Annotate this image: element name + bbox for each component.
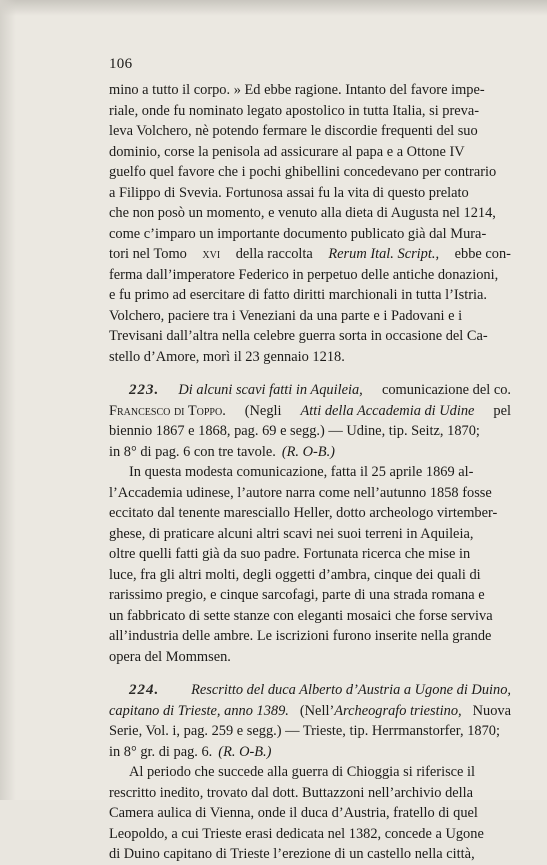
reviewer-initials: (R. O-B.) [281,443,335,460]
entry-number: 224. [129,682,160,698]
text-line: guelfo quel favore che i pochi ghibellini concedevano per contrario [109,164,497,180]
reviewer-initials: (R. O-B.) [218,743,272,760]
entry-number: 223. [129,382,160,398]
text-line: Volchero, paciere tra i Veneziani da una parte e i Padovani e i [109,307,463,324]
text-line: come c’imparo un importante documento publicato già dal Mura- [109,225,487,242]
page-shadow-top [0,0,547,16]
entry-heading-line: in 8° di pag. 6 con tre tavole. (R. O-B.) [109,442,511,463]
entry-journal: Atti della Accademia di Udine [300,402,475,419]
text-line: opera del Mommsen. [109,648,231,665]
text-line: riale, onde fu nominato legato apostolico in tutta Italia, si preva- [109,102,480,119]
text-line: Leopoldo, a cui Trieste erasi dedicata nel 1382, concede a Ugone [109,825,484,842]
text-line: a Filippo di Svevia. Fortunosa assai fu la vita di questo prelato [109,184,469,201]
entry-heading-line: biennio 1867 e 1868, pag. 69 e segg.) — Udine, tip. Seitz, 1870; [109,423,480,439]
entry-author: Francesco di Toppo. [109,402,226,419]
page-shadow-left [0,0,16,800]
text-line: un fabbricato di sette stanze con eleganti mosaici che forse serviva [109,607,493,624]
entry-journal: Archeografo triestino, [334,702,462,719]
text-line: rarissimo pregio, e cinque sarcofagi, parte di una strada romana e [109,587,485,603]
entry-224 [109,680,511,865]
text-column [109,80,511,865]
text-line: ghese, di praticare alcuni altri scavi nei suoi terreni in Aquileia, [109,525,474,542]
paragraph-volchero [109,80,511,367]
entry-title: Di alcuni scavi fatti in Aquileia, [178,382,363,398]
text-line: l’Accademia udinese, l’autore narra come nell’autunno 1858 fosse [109,484,492,501]
text-line: eccitato dal tenente maresciallo Heller, dotto archeologo virtember- [109,505,498,521]
text-line: dominio, corse la penisola ad assicurare al papa e a Ottone IV [109,143,465,160]
text-line: mino a tutto il corpo. » Ed ebbe ragione. Intanto del favore impe- [109,82,485,98]
text-line: luce, fra gli altri molti, degli oggetti d’ambra, cinque dei quali di [109,566,481,583]
entry-heading-line: 223. Di alcuni scavi fatti in Aquileia, comunicazione del co. [109,380,511,401]
page-number: 106 [109,56,133,72]
text-line: Trevisani dall’altra nella celebre guerra sorta in occasione del Ca- [109,328,488,344]
text-line: Al periodo che succede alla guerra di Chioggia si riferisce il [129,764,476,780]
text-line: di Duino capitano di Trieste l’erezione di un castello nella città, [109,846,475,862]
text-line: ferma dall’imperatore Federico in perpetuo delle antiche donazioni, [109,266,499,283]
entry-223 [109,380,511,667]
text-line: In questa modesta comunicazione, fatta il 25 aprile 1869 al- [129,464,474,480]
entry-heading-line [109,680,511,701]
text-line: leva Volchero, nè potendo fermare le discordie frequenti del suo [109,123,478,139]
entry-heading-line: Francesco di Toppo. (Negli Atti della Accademia di Udine pel [109,401,511,422]
text-line: Camera aulica di Vienna, onde il duca d’Austria, fratello di quel [109,805,478,821]
entry-heading-line: Serie, Vol. i, pag. 259 e segg.) — Trieste, tip. Herrmanstorfer, 1870; [109,723,500,739]
text-line: all’industria delle ambre. Le iscrizioni furono inserite nella grande [109,628,492,644]
text-line: stello d’Amore, morì il 23 gennaio 1218. [109,348,345,365]
text-line: oltre quelli fatti già da suo padre. Fortunata ricerca che mise in [109,546,471,562]
entry-heading-line: in 8° gr. di pag. 6. (R. O-B.) [109,742,511,763]
text-line: tori nel Tomo xvi della raccolta Rerum Ital. Script., ebbe con- [109,246,511,262]
text-line: che non posò un momento, e venuto alla dieta di Augusta nel 1214, [109,205,496,221]
entry-title: Rescritto del duca Alberto d’Austria a Ugone di Duino, [191,682,511,698]
text-line: rescritto inedito, trovato dal dott. Buttazzoni nell’archivio della [109,784,474,801]
entry-heading-line: capitano di Trieste, anno 1389. (Nell’Archeografo triestino, Nuova [109,702,511,719]
text-line: e fu primo ad esercitare di fatto diritti marchionali in tutta l’Istria. [109,287,488,303]
